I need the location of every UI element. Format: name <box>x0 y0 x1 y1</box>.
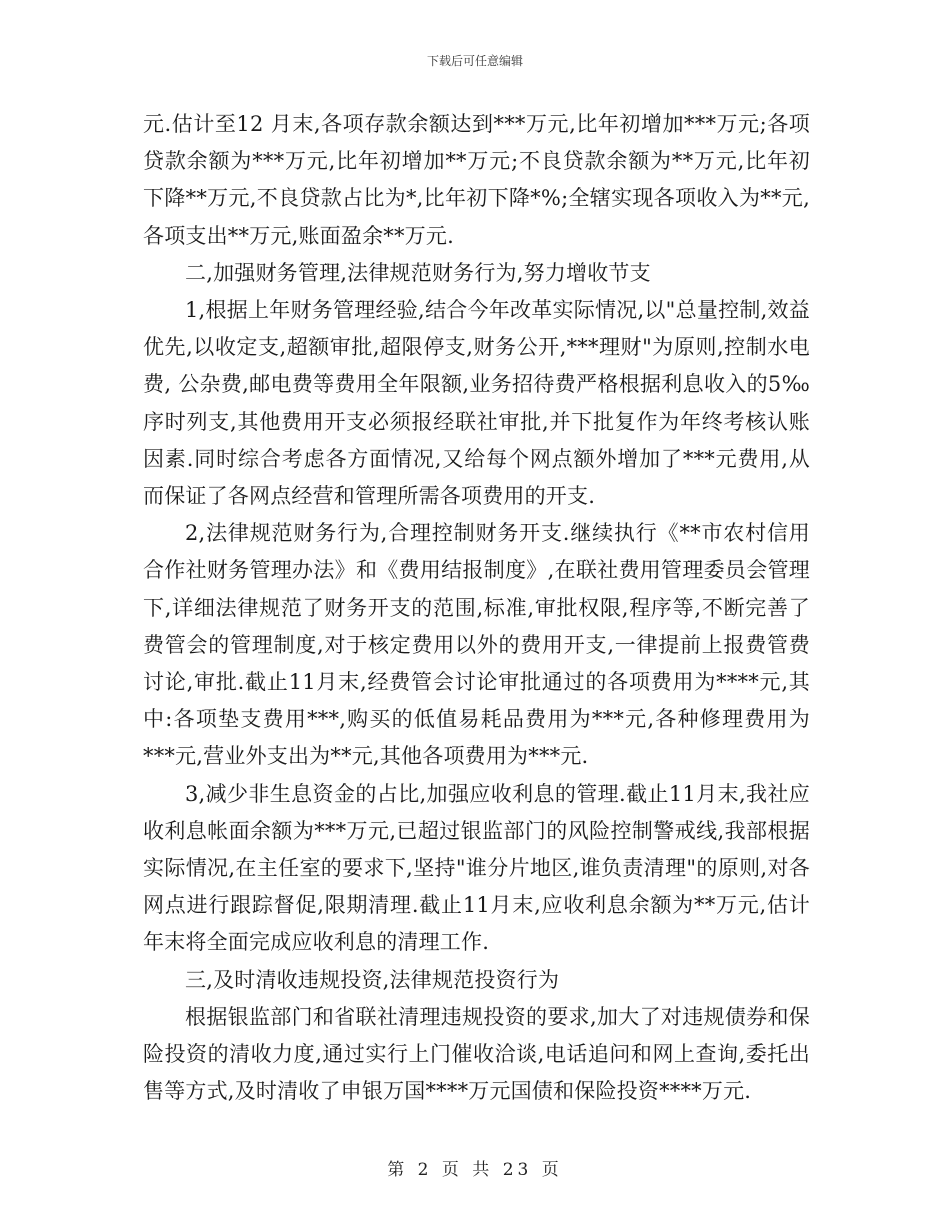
paragraph-item-2: 2,法律规范财务行为,合理控制财务开支.继续执行《**市农村信用合作社财务管理办法》和《费用结报制度》,在联社费用管理委员会管理下,详细法律规范了财务开支的范围,标准,审批权限,程序等,不断完善了费管会的管理制度,对于核定费用以外的费用开支,一律提前上报费管费讨论,审批.截止11月末,经费管会讨论审批通过的各项费用为****元,其中:各项垫支费用***,购买的低值易耗品费用为***元,各种修理费用为***元,营业外支出为**元,其他各项费用为***元. <box>143 521 810 769</box>
page-header: 下载后可任意编辑 <box>426 54 523 68</box>
section-heading-2: 二,加强财务管理,法律规范财务行为,努力增收节支 <box>185 260 651 285</box>
page-number: 第 2 页 共 23 页 <box>387 1160 563 1180</box>
paragraph-item-3: 3,减少非生息资金的占比,加强应收利息的管理.截止11月末,我社应收利息帐面余额为***万元,已超过银监部门的风险控制警戒线,我部根据实际情况,在主任室的要求下,坚持"谁分片地区,谁负责清理"的原则,对各网点进行跟踪督促,限期清理.截止11月末,应收利息余额为**万元,估计年末将全面完成应收利息的清理工作. <box>143 781 810 955</box>
document-body <box>143 106 810 1110</box>
section-heading-3: 三,及时清收违规投资,法律规范投资行为 <box>185 967 560 992</box>
paragraph-continuation: 元.估计至12 月末,各项存款余额达到***万元,比年初增加***万元;各项贷款余额为***万元,比年初增加**万元;不良贷款余额为**万元,比年初下降**万元,不良贷款占比为*,比年初下降*%;全辖实现各项收入为**元,各项支出**万元,账面盈余**万元. <box>143 112 810 248</box>
paragraph-item-1: 1,根据上年财务管理经验,结合今年改革实际情况,以"总量控制,效益优先,以收定支,超额审批,超限停支,财务公开,***理财"为原则,控制水电费, 公杂费,邮电费等费用全年限额,业务招待费严格根据利息收入的5‰序时列支,其他费用开支必须报经联社审批,并下批复作为年终考核认账因素.同时综合考虑各方面情况,又给每个网点额外增加了***元费用,从而保证了各网点经营和管理所需各项费用的开支. <box>143 298 810 509</box>
paragraph-section-3: 根据银监部门和省联社清理违规投资的要求,加大了对违规债券和保险投资的清收力度,通过实行上门催收洽谈,电话追问和网上查询,委托出售等方式,及时清收了申银万国****万元国债和保险投资****万元. <box>143 1004 810 1104</box>
